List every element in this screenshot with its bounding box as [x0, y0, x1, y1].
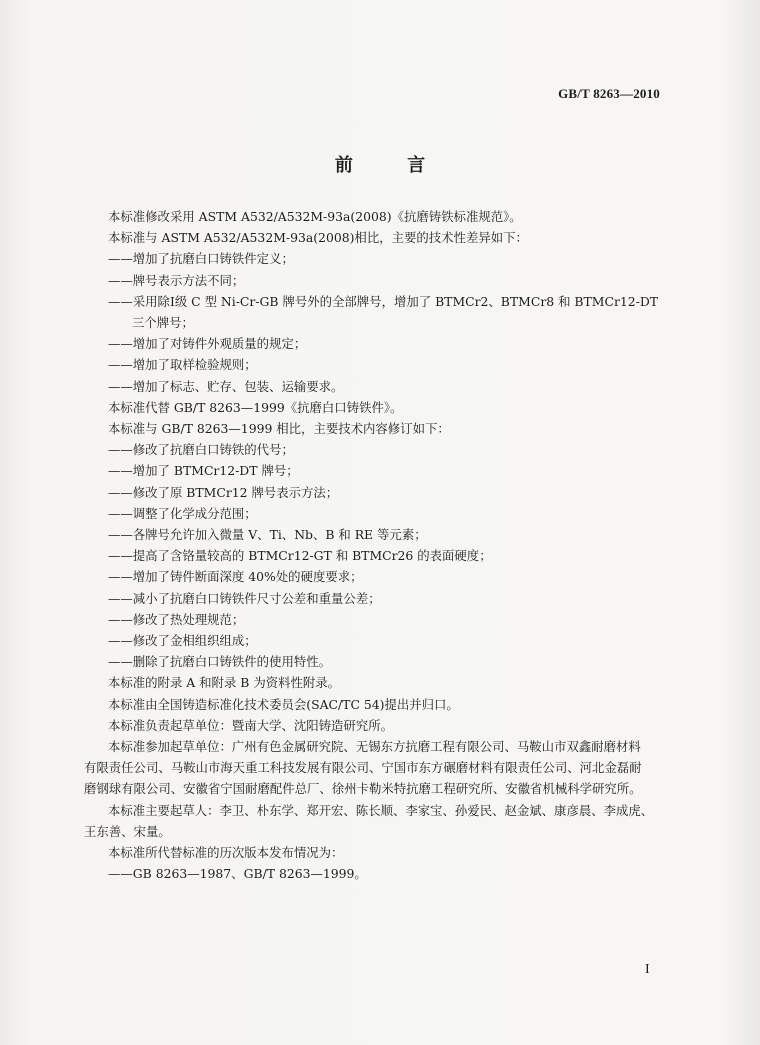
paragraph: 本标准由全国铸造标准化技术委员会(SAC/TC 54)提出并归口。 [108, 696, 459, 712]
paragraph: 本标准负责起草单位：暨南大学、沈阳铸造研究所。 [108, 717, 393, 733]
list-item: ——增加了取样检验规则； [108, 357, 257, 373]
paragraph: 本标准与 ASTM A532/A532M-93a(2008)相比，主要的技术性差异如下： [108, 230, 528, 246]
list-item: ——增加了抗磨白口铸铁件定义； [108, 251, 294, 267]
paragraph: 本标准代替 GB/T 8263—1999《抗磨白口铸铁件》。 [108, 399, 403, 415]
list-item: ——修改了热处理规范； [108, 611, 245, 627]
list-item: ——各牌号允许加入微量 V、Ti、Nb、B 和 RE 等元素； [108, 527, 427, 543]
list-item: ——调整了化学成分范围； [108, 505, 257, 521]
paragraph-continuation: 磨钢球有限公司、安徽省宁国耐磨配件总厂、徐州卡勒米特抗磨工程研究所、安徽省机械科学研究所。 [84, 781, 642, 797]
list-item: ——减小了抗磨白口铸铁件尺寸公差和重量公差； [108, 590, 381, 606]
paragraph: 本标准所代替标准的历次版本发布情况为： [108, 845, 344, 861]
list-item: ——牌号表示方法不同； [108, 272, 245, 288]
paragraph: 本标准与 GB/T 8263—1999 相比，主要技术内容修订如下： [108, 421, 450, 437]
paragraph: 本标准参加起草单位：广州有色金属研究院、无锡东方抗磨工程有限公司、马鞍山市双鑫耐磨材料 [108, 739, 641, 755]
list-item: ——增加了对铸件外观质量的规定； [108, 336, 307, 352]
paragraph: 本标准修改采用 ASTM A532/A532M-93a(2008)《抗磨铸铁标准规范》。 [108, 209, 522, 224]
list-item: ——修改了抗磨白口铸铁的代号； [108, 442, 294, 458]
list-item: ——提高了含铬量较高的 BTMCr12-GT 和 BTMCr26 的表面硬度； [108, 548, 492, 564]
foreword-body [84, 206, 674, 885]
paragraph-continuation: 王东善、宋量。 [84, 823, 171, 839]
list-item: ——增加了 BTMCr12-DT 牌号； [108, 463, 299, 479]
paragraph: 本标准主要起草人：李卫、朴东学、郑开宏、陈长顺、李家宝、孙爱民、赵金斌、康彦晨、李成虎、 [108, 802, 654, 818]
page-title: 前 言 [334, 155, 450, 176]
list-item: ——增加了标志、贮存、包装、运输要求。 [108, 378, 344, 394]
standard-code: GB/T 8263—2010 [558, 86, 660, 101]
list-item: ——GB 8263—1987、GB/T 8263—1999。 [108, 866, 367, 882]
list-item: ——修改了金相组织组成； [108, 633, 257, 649]
list-item: ——删除了抗磨白口铸铁件的使用特性。 [108, 654, 332, 670]
page-number: I [645, 962, 650, 977]
list-item: ——采用除Ⅰ级 C 型 Ni-Cr-GB 牌号外的全部牌号，增加了 BTMCr2、BTMCr8 和 BTMCr12-DT [108, 293, 659, 309]
list-item-continuation: 三个牌号； [132, 315, 194, 331]
list-item: ——增加了铸件断面深度 40%处的硬度要求； [108, 569, 363, 585]
paragraph: 本标准的附录 A 和附录 B 为资料性附录。 [108, 675, 341, 691]
paragraph-continuation: 有限责任公司、马鞍山市海天重工科技发展有限公司、宁国市东方碾磨材料有限责任公司、河北金磊耐 [84, 760, 642, 776]
list-item: ——修改了原 BTMCr12 牌号表示方法； [108, 484, 339, 500]
